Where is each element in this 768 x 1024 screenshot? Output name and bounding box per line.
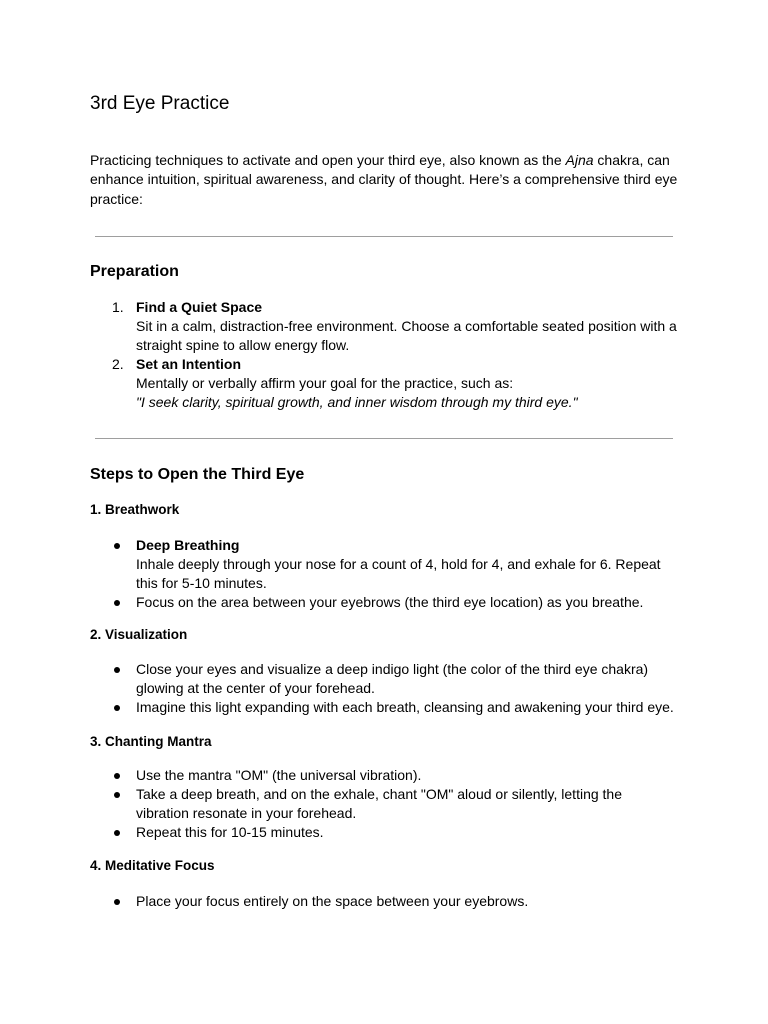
intro-text-before: Practicing techniques to activate and open your third eye, also known as the [90,152,566,168]
item-body: Mentally or verbally affirm your goal for the practice, such as: [136,374,514,391]
list-item [90,660,678,698]
document-title: 3rd Eye Practice [90,93,230,114]
visualization-list [90,660,678,717]
bullet-icon [114,773,120,779]
bullet-icon [114,543,120,549]
intro-paragraph [90,151,678,209]
preparation-list [90,298,678,411]
list-item [90,766,678,785]
bullet-icon [114,705,120,711]
preparation-heading: Preparation [90,263,179,280]
list-item [90,823,678,842]
list-item [90,892,678,911]
list-item [90,593,678,612]
item-body: Imagine this light expanding with each breath, cleansing and awakening your third eye. [136,698,674,715]
item-title: Deep Breathing [136,537,240,553]
item-body: Sit in a calm, distraction-free environment. Choose a comfortable seated position with a straight spine to allow energy flow. [136,317,677,353]
list-item [90,355,678,412]
item-body: Focus on the area between your eyebrows (the third eye location) as you breathe. [136,593,644,610]
item-body: Close your eyes and visualize a deep indigo light (the color of the third eye chakra) glowing at the center of your forehead. [136,661,649,696]
bullet-icon [114,830,120,836]
section-heading-visualization: 2. Visualization [90,627,188,642]
item-body: Place your focus entirely on the space between your eyebrows. [136,893,529,909]
horizontal-divider [95,236,673,237]
list-item [90,785,678,823]
chanting-mantra-list [90,766,678,842]
steps-heading: Steps to Open the Third Eye [90,466,305,483]
list-number: 2. [112,355,124,372]
list-number: 1. [112,299,124,315]
intention-quote: "I seek clarity, spiritual growth, and inner wisdom through my third eye." [136,393,578,410]
list-item [90,698,678,717]
horizontal-divider [95,438,673,439]
item-body: Repeat this for 10-15 minutes. [136,823,324,840]
list-item [90,298,678,355]
intro-emphasis: Ajna [565,152,594,168]
item-body: Take a deep breath, and on the exhale, chant "OM" aloud or silently, letting the vibration resonate in your forehead. [136,785,622,821]
item-body: Inhale deeply through your nose for a count of 4, hold for 4, and exhale for 6. Repeat this for 5-10 minutes. [136,555,661,591]
item-title: Find a Quiet Space [136,299,263,315]
list-item [90,536,678,593]
section-heading-meditative-focus: 4. Meditative Focus [90,858,215,873]
bullet-icon [114,899,120,905]
bullet-icon [114,667,120,673]
breathwork-list [90,536,678,612]
intro-text-after: chakra, can enhance intuition, spiritual awareness, and clarity of thought. Here’s a comprehensive third eye practice: [90,152,678,207]
bullet-icon [114,792,120,798]
meditative-focus-list [90,892,678,911]
item-body: Use the mantra "OM" (the universal vibration). [136,767,422,783]
section-heading-chanting-mantra: 3. Chanting Mantra [90,734,212,749]
item-title: Set an Intention [136,355,241,372]
bullet-icon [114,600,120,606]
section-heading-breathwork: 1. Breathwork [90,502,180,517]
